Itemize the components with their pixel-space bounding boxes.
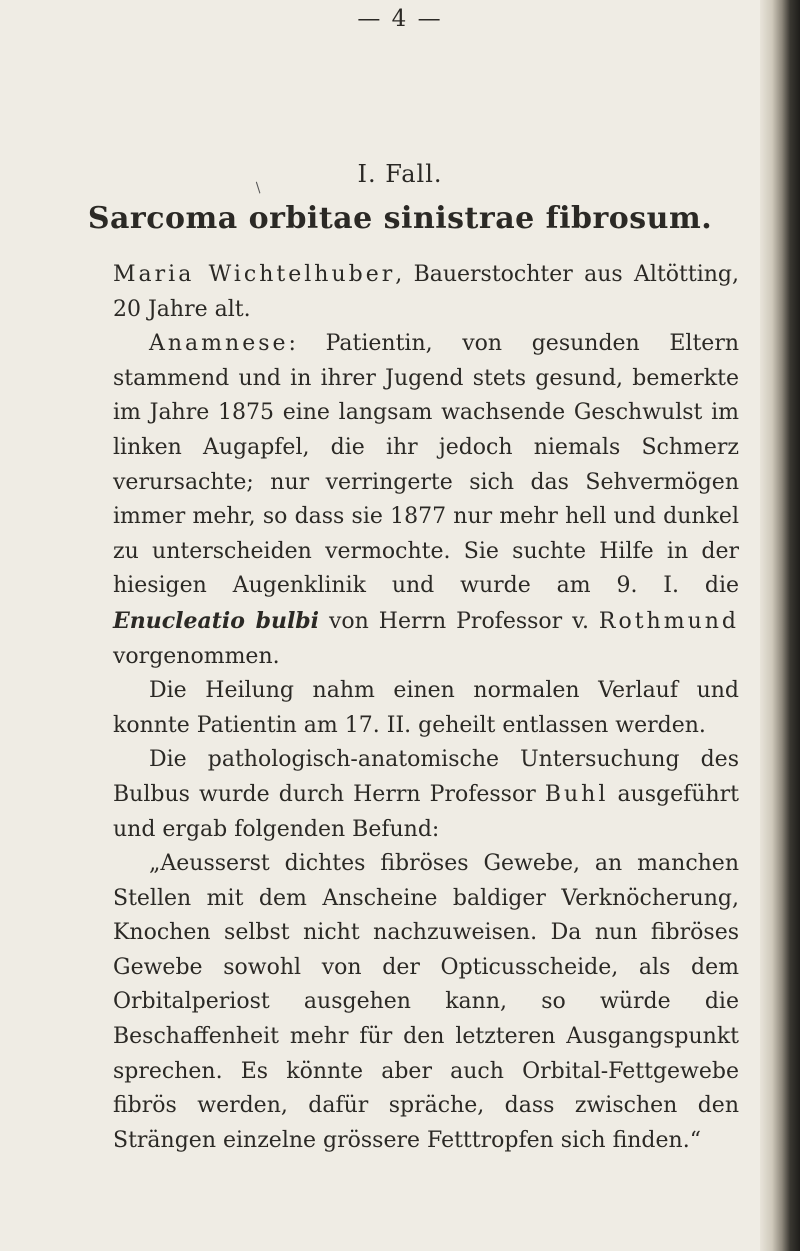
case-heading: Sarcoma orbitae sinistrae fibrosum.: [87, 201, 713, 236]
anamnese-label: Anamnese: [149, 331, 289, 357]
body-text: [113, 258, 739, 1158]
examiner-name: Buhl: [544, 781, 609, 807]
patient-name: Maria Wichtelhuber: [113, 262, 396, 287]
paragraph-findings-quote: „Aeusserst dichtes fibröses Gewebe, an manchen Stellen mit dem Anscheine baldiger Verknöcherung, Knochen selbst nicht nachzuweisen. Da nun fibröses Gewebe sowohl von der Opticusscheide, als dem Orbitalperiost ausgehen kann, so würde die Beschaffenheit mehr für den letzteren Ausgangspunkt sprechen. Es könnte aber auch Orbital-Fettgewebe fibrös werden, dafür spräche, dass zwischen den Strängen einzelne grössere Fetttropfen sich finden.“: [113, 851, 739, 1153]
paragraph-anamnese: Anamnese: Patientin, von gesunden Eltern stammend und in ihrer Jugend stets gesund, bemerkte im Jahre 1875 eine langsam wachsende Geschwulst im linken Augapfel, die ihr jedoch niemals Schmerz verursachte; nur verringerte sich das Sehvermögen immer mehr, so dass sie 1877 nur mehr hell und dunkel zu unterscheiden vermochte. Sie suchte Hilfe in der hiesigen Augenklinik und wurde am 9. I. die Enucleatio bulbi von Herrn Professor v. Rothmund vorgenommen.: [113, 331, 739, 669]
paragraph-examination: Die pathologisch-anatomische Untersuchung des Bulbus wurde durch Herrn Professor Buhl ausgeführt und ergab folgenden Befund:: [113, 747, 740, 842]
paragraph-healing: Die Heilung nahm einen normalen Verlauf und konnte Patientin am 17. II. geheilt entlassen werden.: [113, 678, 739, 738]
surgeon-name: Rothmund: [598, 608, 739, 634]
procedure-term: Enucleatio bulbi: [113, 607, 320, 634]
case-title: I. Fall.: [357, 160, 443, 188]
page-number: — 4 —: [357, 6, 443, 32]
pencil-mark: /: [251, 180, 265, 196]
paragraph-patient: Maria Wichtelhuber, Bauerstochter aus Altötting, 20 Jahre alt.: [113, 262, 739, 322]
